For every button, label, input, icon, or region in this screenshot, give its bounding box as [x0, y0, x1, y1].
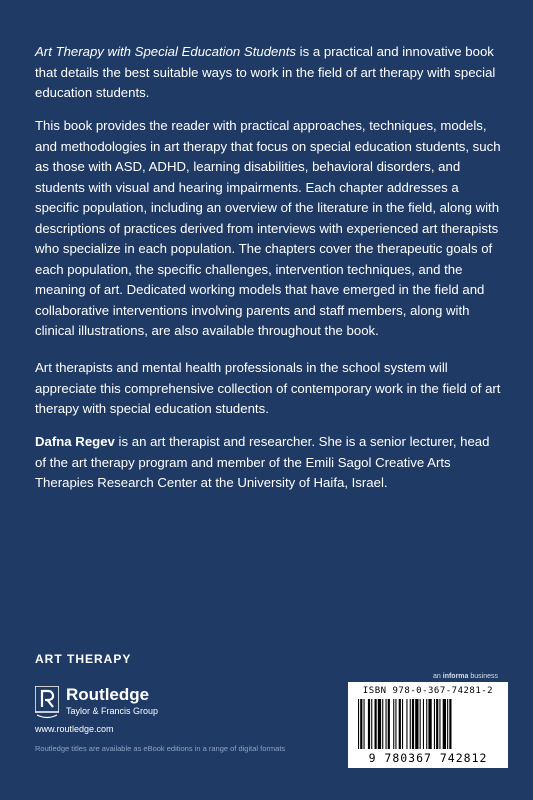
barcode-bar [399, 699, 401, 749]
barcode-bar [360, 699, 362, 749]
ebook-notice: Routledge titles are available as eBook editions in a range of digital formats [35, 744, 286, 753]
barcode-bar [395, 699, 396, 749]
barcode-bar [378, 699, 381, 749]
barcode-bar [364, 699, 365, 749]
blurb-intro [35, 42, 503, 104]
barcode-bar [371, 699, 372, 749]
barcode-bar [434, 699, 435, 749]
barcode-bar [439, 699, 440, 749]
barcode-bar [368, 699, 370, 749]
author-bio [35, 432, 503, 494]
barcode-bar [420, 699, 421, 749]
publisher-name: Routledge [66, 685, 150, 704]
barcode-bar [358, 699, 359, 749]
barcode-bar [447, 699, 448, 749]
publisher-website[interactable]: www.routledge.com [35, 724, 114, 734]
barcode-bar [406, 699, 407, 749]
barcode-bar [386, 699, 387, 749]
barcode-bar [375, 699, 377, 749]
barcode-bar [443, 699, 446, 749]
barcode-panel [348, 682, 508, 768]
barcode-bar [393, 699, 394, 749]
routledge-logo-icon [35, 686, 59, 720]
tagline-brand: informa [442, 673, 469, 680]
barcode-bar [388, 699, 390, 749]
barcode-bar [426, 699, 427, 749]
barcode-bars [356, 699, 500, 749]
tagline-suffix: business [468, 673, 498, 680]
barcode-bar [402, 699, 403, 749]
barcode-bar [423, 699, 424, 749]
publisher-group: Taylor & Francis Group [66, 706, 159, 716]
isbn-number: ISBN 978-0-367-74281-2 [362, 686, 494, 696]
author-name: Dafna Regev [35, 434, 115, 449]
barcode-bar [436, 699, 438, 749]
barcode-bar [412, 699, 414, 749]
barcode-bar [415, 699, 418, 749]
blurb-description: This book provides the reader with practical approaches, techniques, models, and methodologies in art therapy that focus on special education students, such as those with ASD, ADHD, learning disabilities, behavioral disorders, and students with visual and hearing impairments. Each chapter addresses a specific population, including an overview of the literature in the field, along with descriptions of practices derived from interviews with experienced art therapists who specialize in each population. The chapters cover the therapeutic goals of each population, the specific challenges, intervention techniques, and the meaning of art. Dedicated working models that have emerged in the field and collaborative interventions involving parents and staff members, along with clinical illustrations, are also available throughout the book. [35, 118, 501, 338]
tagline-prefix: an [433, 673, 443, 680]
barcode-bar [449, 699, 451, 749]
blurb-audience: Art therapists and mental health professionals in the school system will appreciate this comprehensive collection of contemporary work in the field of art therapy with special education students. [35, 360, 501, 416]
blurb-intro-text: is a practical and innovative book that details the best suitable ways to work in the field of art therapy with special education students. [35, 44, 496, 100]
barcode-bar [410, 699, 411, 749]
barcode-bar [428, 699, 431, 749]
barcode-bar [382, 699, 383, 749]
barcode-digits: 9 780367 742812 [368, 751, 488, 765]
author-bio-text: is an art therapist and researcher. She is a senior lecturer, head of the art therapy program and member of the Emili Sagol Creative Arts Therapies Research Center at the University of Haifa, Israel. [35, 434, 490, 490]
book-title-italic: Art Therapy with Special Education Students [35, 44, 296, 59]
subject-category: ART THERAPY [35, 652, 132, 666]
informa-business-tagline [433, 673, 498, 680]
